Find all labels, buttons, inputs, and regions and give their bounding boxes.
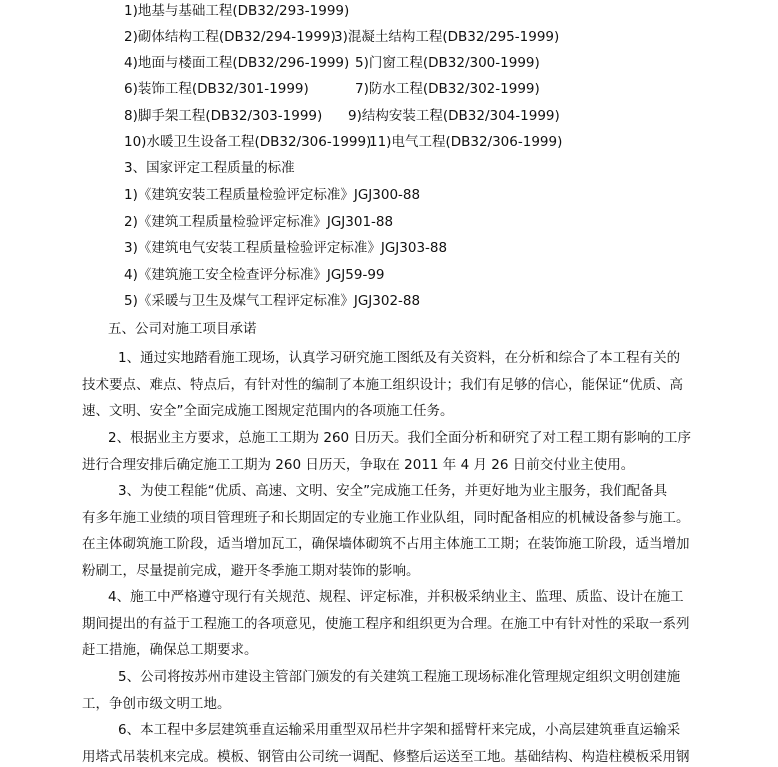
paragraph-line: 有多年施工业绩的项目管理班子和长期固定的专业施工作业队组，同时配备相应的机械设备参与施工。 bbox=[82, 509, 690, 526]
paragraph-line: 1、通过实地踏看施工现场，认真学习研究施工图纸及有关资料，在分析和综合了本工程有关的 bbox=[118, 350, 681, 366]
paragraph-6 bbox=[82, 717, 712, 767]
national-standard-5: 5)《采暖与卫生及煤气工程评定标准》JGJ302-88 bbox=[124, 293, 421, 309]
paragraph-line: 用塔式吊装机来完成。模板、钢管由公司统一调配、修整后运送至工地。基础结构、构造柱模板采用钢 bbox=[82, 748, 690, 765]
paragraph-2 bbox=[82, 425, 712, 478]
national-standard-2: 2)《建筑工程质量检验评定标准》JGJ301-88 bbox=[124, 214, 394, 230]
paragraph-line: 工，争创市级文明工地。 bbox=[82, 695, 231, 712]
paragraph-line: 进行合理安排后确定施工工期为 260 日历天，争取在 2011 年 4 月 26 日前交付业主使用。 bbox=[82, 456, 635, 473]
paragraph-line: 3、为使工程能“优质、高速、文明、安全”完成施工任务，并更好地为业主服务，我们配备具 bbox=[118, 483, 668, 499]
paragraph-line: 赶工措施，确保总工期要求。 bbox=[82, 642, 258, 658]
section3-heading: 3、国家评定工程质量的标准 bbox=[124, 160, 295, 176]
paragraph-5 bbox=[82, 664, 712, 717]
standard-item-7: 7)防水工程(DB32/302-1999) bbox=[355, 81, 540, 97]
national-standard-1: 1)《建筑安装工程质量检验评定标准》JGJ300-88 bbox=[124, 187, 421, 203]
paragraph-line: 粉刷工，尽量提前完成，避开冬季施工期对装饰的影响。 bbox=[82, 562, 420, 579]
standard-item-5: 5)门窗工程(DB32/300-1999) bbox=[355, 55, 540, 71]
standard-item-6: 6)装饰工程(DB32/301-1999) bbox=[124, 81, 309, 97]
paragraph-line: 4、施工中严格遵守现行有关规范、规程、评定标准，并积极采纳业主、监理、质监、设计在施工 bbox=[108, 589, 684, 605]
standard-item-4: 4)地面与楼面工程(DB32/296-1999) bbox=[124, 55, 350, 71]
standard-item-10: 10)水暖卫生设备工程(DB32/306-1999) bbox=[124, 134, 372, 150]
paragraph-line: 期间提出的有益于工程施工的各项意见，使施工程序和组织更为合理。在施工中有针对性的采取一系列 bbox=[82, 615, 690, 632]
paragraph-3 bbox=[82, 478, 712, 584]
standard-item-2: 2)砌体结构工程(DB32/294-1999) bbox=[124, 29, 336, 45]
standard-item-1: 1)地基与基础工程(DB32/293-1999) bbox=[124, 3, 350, 19]
standard-item-9: 9)结构安装工程(DB32/304-1999) bbox=[348, 108, 560, 124]
national-standard-4: 4)《建筑施工安全检查评分标准》JGJ59-99 bbox=[124, 267, 385, 283]
paragraph-line: 技术要点、难点、特点后，有针对性的编制了本施工组织设计；我们有足够的信心，能保证“优质、高 bbox=[82, 376, 683, 393]
paragraph-line: 速、文明、安全”全面完成施工图规定范围内的各项施工任务。 bbox=[82, 403, 454, 419]
paragraph-line: 5、公司将按苏州市建设主管部门颁发的有关建筑工程施工现场标准化管理规定组织文明创建施 bbox=[118, 669, 681, 685]
section5-heading: 五、公司对施工项目承诺 bbox=[108, 321, 257, 337]
standard-item-8: 8)脚手架工程(DB32/303-1999) bbox=[124, 108, 323, 124]
standard-item-11: 11)电气工程(DB32/306-1999) bbox=[369, 134, 563, 150]
paragraph-line: 6、本工程中多层建筑垂直运输采用重型双吊栏井字架和摇臂杆来完成，小高层建筑垂直运输采 bbox=[118, 722, 681, 738]
paragraph-line: 在主体砌筑施工阶段，适当增加瓦工，确保墙体砌筑不占用主体施工工期；在装饰施工阶段，适当增加 bbox=[82, 536, 690, 552]
standard-item-3: 3)混凝土结构工程(DB32/295-1999) bbox=[334, 29, 560, 45]
paragraph-line: 2、根据业主方要求，总施工工期为 260 日历天。我们全面分析和研究了对工程工期有影响的工序 bbox=[108, 430, 691, 446]
paragraph-1 bbox=[82, 345, 712, 425]
national-standard-3: 3)《建筑电气安装工程质量检验评定标准》JGJ303-88 bbox=[124, 240, 448, 256]
paragraph-4 bbox=[82, 584, 712, 664]
